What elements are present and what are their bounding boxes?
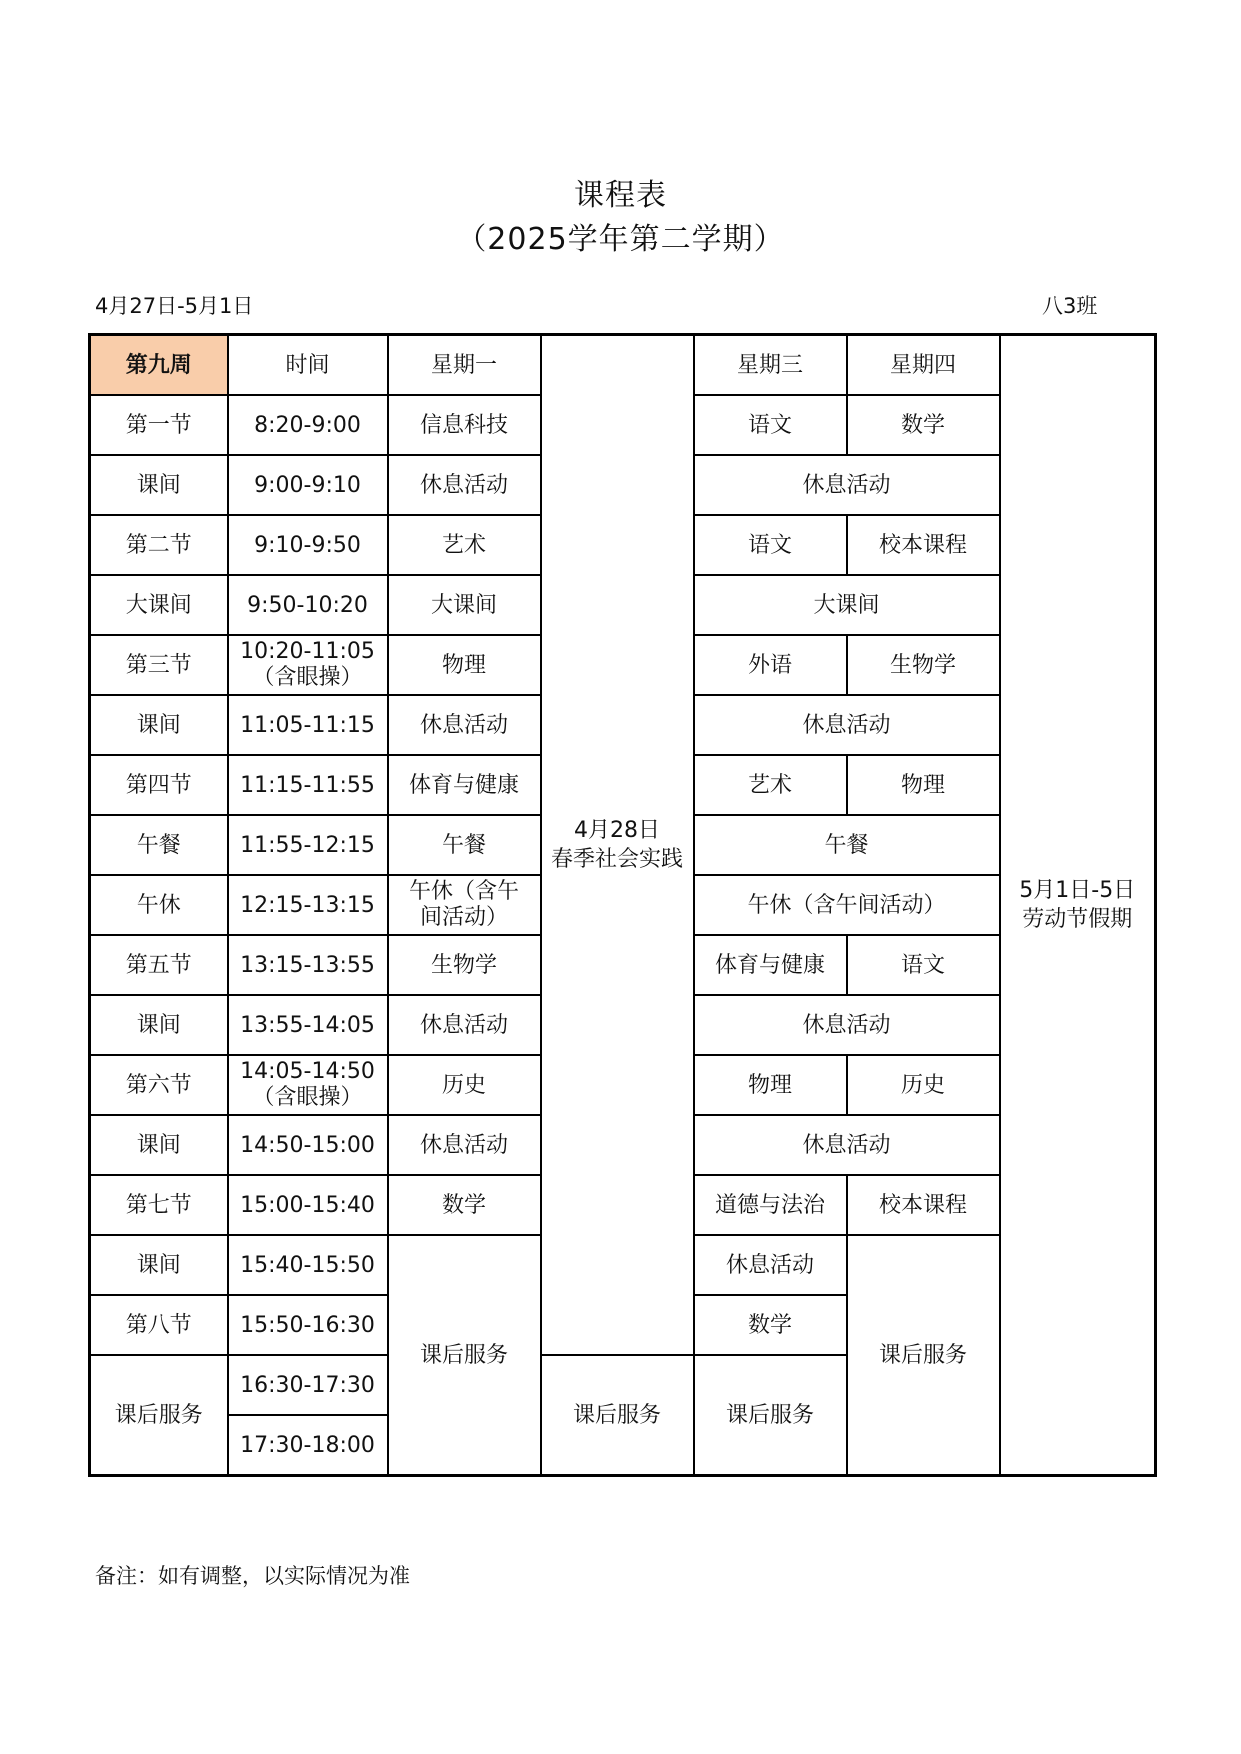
period-cell: 第一节 [90, 395, 228, 455]
monday-cell: 午餐 [388, 815, 541, 875]
tuesday-after-school: 课后服务 [541, 1355, 694, 1476]
wed-thu-cell: 午餐 [694, 815, 1000, 875]
wed-thu-cell: 休息活动 [694, 1115, 1000, 1175]
wednesday-cell: 体育与健康 [694, 935, 847, 995]
wednesday-cell: 休息活动 [694, 1235, 847, 1295]
time-cell: 10:20-11:05 （含眼操） [228, 635, 388, 695]
period-cell: 第三节 [90, 635, 228, 695]
header-thursday: 星期四 [847, 335, 1000, 396]
time-cell: 13:15-13:55 [228, 935, 388, 995]
wednesday-cell: 语文 [694, 395, 847, 455]
monday-cell: 休息活动 [388, 455, 541, 515]
period-cell: 第六节 [90, 1055, 228, 1115]
wed-thu-cell: 午休（含午间活动） [694, 875, 1000, 935]
monday-cell: 历史 [388, 1055, 541, 1115]
period-cell: 大课间 [90, 575, 228, 635]
time-cell: 13:55-14:05 [228, 995, 388, 1055]
period-cell: 第四节 [90, 755, 228, 815]
time-cell: 8:20-9:00 [228, 395, 388, 455]
period-cell: 课后服务 [90, 1355, 228, 1476]
page-subtitle: （2025学年第二学期） [456, 222, 785, 257]
monday-cell: 数学 [388, 1175, 541, 1235]
page-title: 课程表 [574, 178, 667, 213]
wednesday-cell: 语文 [694, 515, 847, 575]
footnote: 备注：如有调整，以实际情况为准 [95, 1564, 410, 1588]
monday-cell: 体育与健康 [388, 755, 541, 815]
time-cell: 11:15-11:55 [228, 755, 388, 815]
header-monday: 星期一 [388, 335, 541, 396]
wednesday-cell: 物理 [694, 1055, 847, 1115]
friday-event: 5月1日-5日 劳动节假期 [1000, 335, 1156, 1476]
period-cell: 第七节 [90, 1175, 228, 1235]
monday-cell: 休息活动 [388, 1115, 541, 1175]
period-cell: 课间 [90, 695, 228, 755]
header-row [90, 335, 1156, 396]
header-wednesday: 星期三 [694, 335, 847, 396]
thursday-cell: 数学 [847, 395, 1000, 455]
monday-cell: 信息科技 [388, 395, 541, 455]
wednesday-after-school: 课后服务 [694, 1355, 847, 1476]
time-cell: 14:05-14:50 （含眼操） [228, 1055, 388, 1115]
time-cell: 12:15-13:15 [228, 875, 388, 935]
monday-cell: 物理 [388, 635, 541, 695]
period-cell: 课间 [90, 455, 228, 515]
date-range: 4月27日-5月1日 [95, 294, 254, 318]
time-cell: 15:50-16:30 [228, 1295, 388, 1355]
time-cell: 17:30-18:00 [228, 1415, 388, 1476]
wednesday-cell: 艺术 [694, 755, 847, 815]
schedule-table [88, 333, 1157, 1477]
time-cell: 11:55-12:15 [228, 815, 388, 875]
thursday-cell: 校本课程 [847, 515, 1000, 575]
period-cell: 第八节 [90, 1295, 228, 1355]
monday-cell: 大课间 [388, 575, 541, 635]
thursday-cell: 校本课程 [847, 1175, 1000, 1235]
period-cell: 午休 [90, 875, 228, 935]
class-name: 八3班 [1042, 294, 1098, 318]
wednesday-cell: 数学 [694, 1295, 847, 1355]
monday-cell: 休息活动 [388, 695, 541, 755]
time-cell: 9:10-9:50 [228, 515, 388, 575]
thursday-cell: 语文 [847, 935, 1000, 995]
time-cell: 15:40-15:50 [228, 1235, 388, 1295]
monday-cell: 艺术 [388, 515, 541, 575]
time-cell: 9:50-10:20 [228, 575, 388, 635]
period-cell: 课间 [90, 1235, 228, 1295]
time-cell: 16:30-17:30 [228, 1355, 388, 1415]
thursday-after-school: 课后服务 [847, 1235, 1000, 1476]
thursday-cell: 生物学 [847, 635, 1000, 695]
wed-thu-cell: 休息活动 [694, 455, 1000, 515]
wed-thu-cell: 休息活动 [694, 695, 1000, 755]
period-cell: 第二节 [90, 515, 228, 575]
tuesday-event: 4月28日 春季社会实践 [541, 335, 694, 1356]
time-cell: 9:00-9:10 [228, 455, 388, 515]
period-cell: 午餐 [90, 815, 228, 875]
period-cell: 课间 [90, 995, 228, 1055]
wednesday-cell: 外语 [694, 635, 847, 695]
period-cell: 课间 [90, 1115, 228, 1175]
monday-after-school: 课后服务 [388, 1235, 541, 1476]
time-cell: 14:50-15:00 [228, 1115, 388, 1175]
monday-cell: 生物学 [388, 935, 541, 995]
thursday-cell: 历史 [847, 1055, 1000, 1115]
thursday-cell: 物理 [847, 755, 1000, 815]
monday-cell: 午休（含午 间活动） [388, 875, 541, 935]
header-time: 时间 [228, 335, 388, 396]
week-label: 第九周 [90, 335, 228, 396]
period-cell: 第五节 [90, 935, 228, 995]
wed-thu-cell: 休息活动 [694, 995, 1000, 1055]
time-cell: 15:00-15:40 [228, 1175, 388, 1235]
time-cell: 11:05-11:15 [228, 695, 388, 755]
wednesday-cell: 道德与法治 [694, 1175, 847, 1235]
wed-thu-cell: 大课间 [694, 575, 1000, 635]
monday-cell: 休息活动 [388, 995, 541, 1055]
